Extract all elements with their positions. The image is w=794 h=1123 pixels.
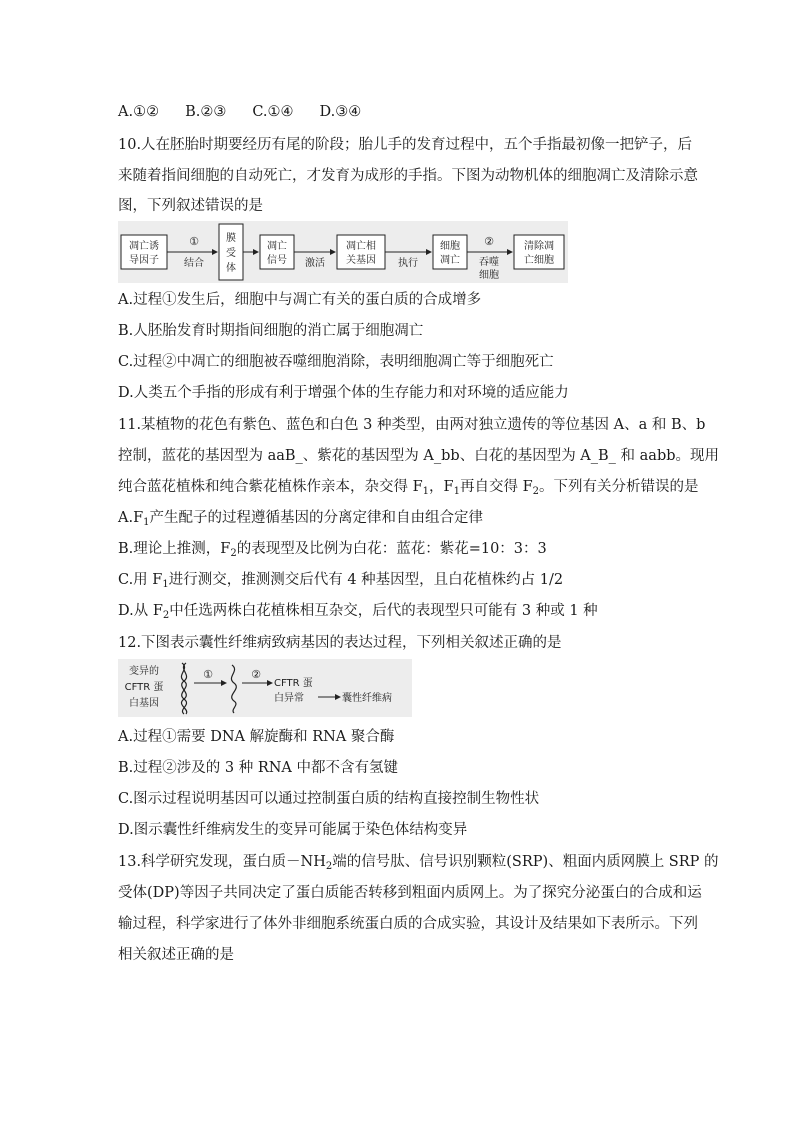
q12-option-a: A.过程①需要 DNA 解旋酶和 RNA 聚合酶 xyxy=(118,729,395,745)
q10-option-d: D.人类五个手指的形成有利于增强个体的生存能力和对环境的适应能力 xyxy=(118,385,569,401)
binding-label: 结合 xyxy=(184,258,204,269)
q11-option-d xyxy=(118,601,598,626)
option-text: D.从 F xyxy=(118,603,163,619)
activate-label: 激活 xyxy=(305,258,325,269)
option-text: 产生配子的过程遵循基因的分离定律和自由组合定律 xyxy=(149,510,484,526)
step2-mark: ② xyxy=(484,235,494,248)
q9-options xyxy=(118,102,387,122)
q10-option-c: C.过程②中凋亡的细胞被吞噬细胞消除，表明细胞凋亡等于细胞死亡 xyxy=(118,354,554,370)
dna-strand-icon xyxy=(181,663,186,714)
step1-mark: ① xyxy=(189,235,199,248)
q11-option-c xyxy=(118,570,563,595)
inducer-label-1: 凋亡诱 xyxy=(129,241,159,252)
apoptosis-label-2: 凋亡 xyxy=(440,255,460,266)
gene-label-1: 凋亡相 xyxy=(346,241,376,252)
q12-option-b: B.过程②涉及的 3 种 RNA 中都不含有氢键 xyxy=(118,760,399,776)
subscript: 1 xyxy=(143,517,150,528)
gene-label-3: 白基因 xyxy=(129,698,159,709)
phagocyte-label-2: 细胞 xyxy=(479,270,499,281)
protein-label-1: CFTR 蛋 xyxy=(274,678,313,689)
protein-label-2: 白异常 xyxy=(274,693,304,704)
q11-option-a xyxy=(118,508,483,533)
q9-option-c: C.①④ xyxy=(252,104,294,120)
clearance-label-1: 清除凋 xyxy=(524,241,554,252)
receptor-label-1: 膜 xyxy=(226,233,236,244)
q11-stem-3-part: 。下列有关分析错误的是 xyxy=(539,479,699,495)
subscript: 2 xyxy=(532,486,540,497)
signal-label-2: 信号 xyxy=(267,255,287,266)
q11-option-b xyxy=(118,539,547,564)
q11-stem-3-part: ，F xyxy=(429,479,454,495)
execute-label: 执行 xyxy=(398,258,418,269)
q11-stem-3-part: 再自交得 F xyxy=(459,479,533,495)
option-text: 进行测交，推测测交后代有 4 种基因型，且白花植株约占 1/2 xyxy=(168,572,564,588)
receptor-label-2: 受 xyxy=(226,248,236,259)
option-text: 的表现型及比例为白花：蓝花：紫花=10：3：3 xyxy=(236,541,547,557)
q10-stem-line-1: 10.人在胚胎时期要经历有尾的阶段；胎儿手的发育过程中，五个手指最初像一把铲子，后 xyxy=(118,137,693,153)
q11-stem-3-part: 纯合蓝花植株和纯合紫花植株作亲本，杂交得 F xyxy=(118,479,423,495)
cftr-diagram-svg xyxy=(118,659,412,717)
gene-label-2: 关基因 xyxy=(346,255,376,266)
phagocyte-label-1: 吞噬 xyxy=(479,257,499,268)
q11-stem-line-1: 11.某植物的花色有紫色、蓝色和白色 3 种类型，由两对独立遗传的等位基因 A、a 和 B、b xyxy=(118,417,706,433)
q13-stem-part: 端的信号肽、信号识别颗粒(SRP)、粗面内质网膜上 SRP 的 xyxy=(332,854,719,870)
subscript: 2 xyxy=(162,610,170,621)
option-text: 中任选两株白花植株相互杂交，后代的表现型只可能有 3 种或 1 种 xyxy=(169,603,598,619)
option-text: C.用 F xyxy=(118,572,163,588)
q9-option-b: B.②③ xyxy=(185,104,227,120)
q13-stem-line-3: 输过程，科学家进行了体外非细胞系统蛋白质的合成实验，其设计及结果如下表所示。下列 xyxy=(118,916,698,932)
q10-stem-line-2: 来随着指间细胞的自动死亡，才发育为成形的手指。下图为动物机体的细胞凋亡及清除示意 xyxy=(118,168,698,184)
q13-stem-line-2: 受体(DP)等因子共同决定了蛋白质能否转移到粗面内质网上。为了探究分泌蛋白的合成和运 xyxy=(118,885,702,901)
subscript: 1 xyxy=(453,486,460,497)
q10-option-b: B.人胚胎发育时期指间细胞的消亡属于细胞凋亡 xyxy=(118,323,424,339)
gene-label-1: 变异的 xyxy=(129,666,159,677)
mrna-strand-icon xyxy=(231,665,236,713)
gene-label-2: CFTR 蛋 xyxy=(124,682,164,693)
subscript: 1 xyxy=(422,486,430,497)
q12-option-c: C.图示过程说明基因可以通过控制蛋白质的结构直接控制生物性状 xyxy=(118,791,540,807)
q11-stem-line-3 xyxy=(118,477,699,502)
apoptosis-diagram-svg xyxy=(118,221,568,283)
signal-label-1: 凋亡 xyxy=(267,241,287,252)
inducer-label-2: 导因子 xyxy=(129,255,159,266)
q12-option-d: D.图示囊性纤维病发生的变异可能属于染色体结构变异 xyxy=(118,822,468,838)
subscript: 2 xyxy=(325,861,333,872)
q12-stem: 12.下图表示囊性纤维病致病基因的表达过程，下列相关叙述正确的是 xyxy=(118,635,562,651)
option-text: B.理论上推测，F xyxy=(118,541,231,557)
option-text: A.F xyxy=(118,510,144,526)
apoptosis-label-1: 细胞 xyxy=(440,241,460,252)
q9-option-a: A.①② xyxy=(118,104,160,120)
q10-option-a: A.过程①发生后，细胞中与凋亡有关的蛋白质的合成增多 xyxy=(118,292,482,308)
subscript: 1 xyxy=(162,579,169,590)
q13-stem-part: 13.科学研究发现，蛋白质－NH xyxy=(118,854,326,870)
step2-mark: ② xyxy=(251,668,261,681)
apoptosis-diagram xyxy=(118,221,568,283)
step1-mark: ① xyxy=(203,668,213,681)
subscript: 2 xyxy=(230,548,237,559)
clearance-label-2: 亡细胞 xyxy=(524,255,554,266)
q11-stem-line-2: 控制，蓝花的基因型为 aaB_、紫花的基因型为 A_bb、白花的基因型为 A_B_ 和 aabb。现用 xyxy=(118,448,720,464)
receptor-label-3: 体 xyxy=(226,263,236,274)
q10-stem-line-3: 图，下列叙述错误的是 xyxy=(118,198,263,214)
disease-label: 囊性纤维病 xyxy=(342,693,392,704)
q13-stem-line-1 xyxy=(118,852,719,877)
cftr-expression-diagram xyxy=(118,659,412,717)
q13-stem-line-4: 相关叙述正确的是 xyxy=(118,947,234,963)
q9-option-d: D.③④ xyxy=(319,104,362,120)
